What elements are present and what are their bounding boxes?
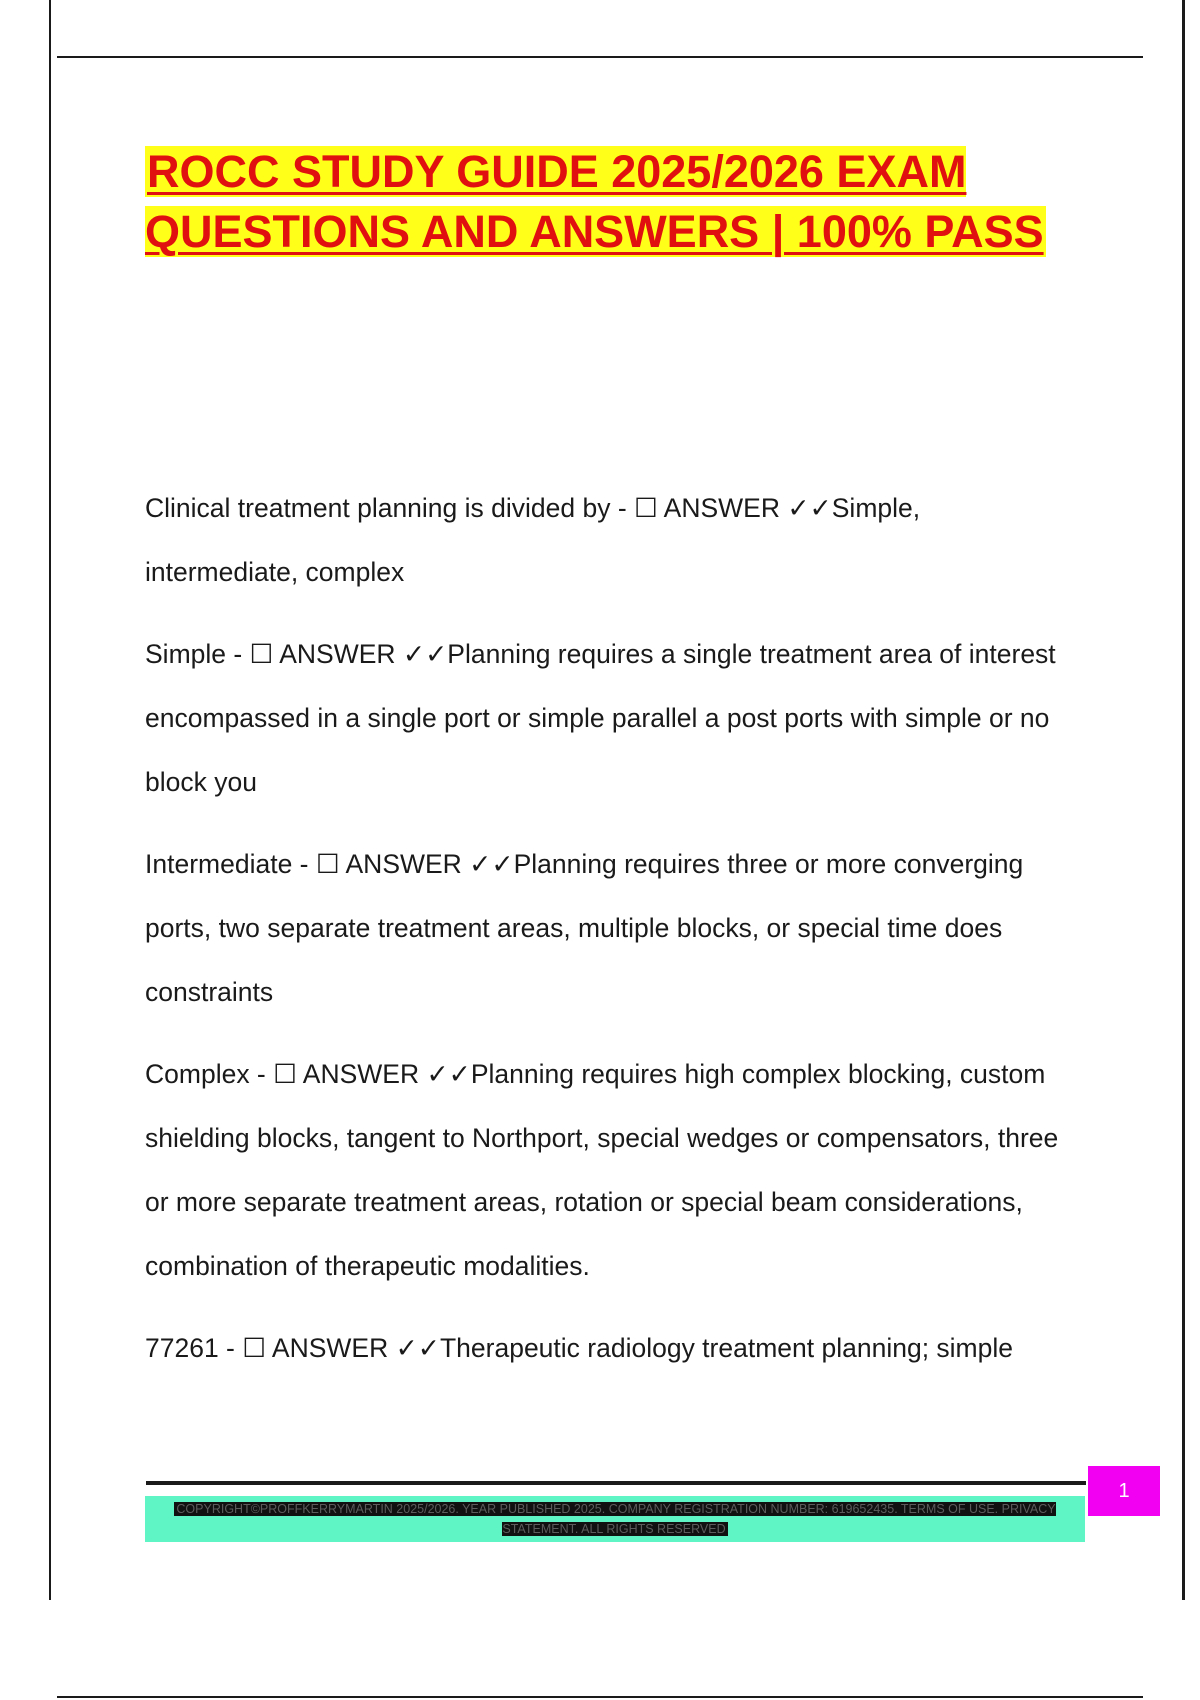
qa-item: Clinical treatment planning is divided by - ☐ ANSWER ✓✓Simple, intermediate, complex	[145, 493, 921, 587]
document-title	[145, 142, 1065, 262]
qa-item: Simple - ☐ ANSWER ✓✓Planning requires a single treatment area of interest encompassed in a single port or simple parallel a post ports with simple or no block you	[145, 639, 1056, 797]
page-border-right	[1182, 0, 1185, 1600]
footer-copyright-text: COPYRIGHT©PROFFKERRYMARTIN 2025/2026. YEAR PUBLISHED 2025. COMPANY REGISTRATION NUMBER: 619652435. TERMS OF USE. PRIVACY STATEMENT. ALL RIGHTS RESERVED	[176, 1502, 1056, 1536]
footer-rule	[146, 1481, 1086, 1485]
document-title-text: ROCC STUDY GUIDE 2025/2026 EXAM QUESTIONS AND ANSWERS | 100% PASS	[145, 146, 1044, 257]
qa-item: Complex - ☐ ANSWER ✓✓Planning requires high complex blocking, custom shielding blocks, tangent to Northport, special wedges or compensators, three or more separate treatment areas, rotation or special beam considerations, combination of therapeutic modalities.	[145, 1059, 1059, 1281]
next-page-rule	[57, 1696, 1143, 1698]
footer-copyright-band	[145, 1496, 1085, 1542]
qa-item: 77261 - ☐ ANSWER ✓✓Therapeutic radiology treatment planning; simple	[145, 1333, 1013, 1363]
qa-list	[145, 476, 1075, 1398]
page-border-left	[49, 0, 51, 1600]
page-number-badge: 1	[1088, 1466, 1160, 1516]
header-rule	[57, 56, 1143, 58]
qa-item: Intermediate - ☐ ANSWER ✓✓Planning requires three or more converging ports, two separate treatment areas, multiple blocks, or special time does constraints	[145, 849, 1024, 1007]
